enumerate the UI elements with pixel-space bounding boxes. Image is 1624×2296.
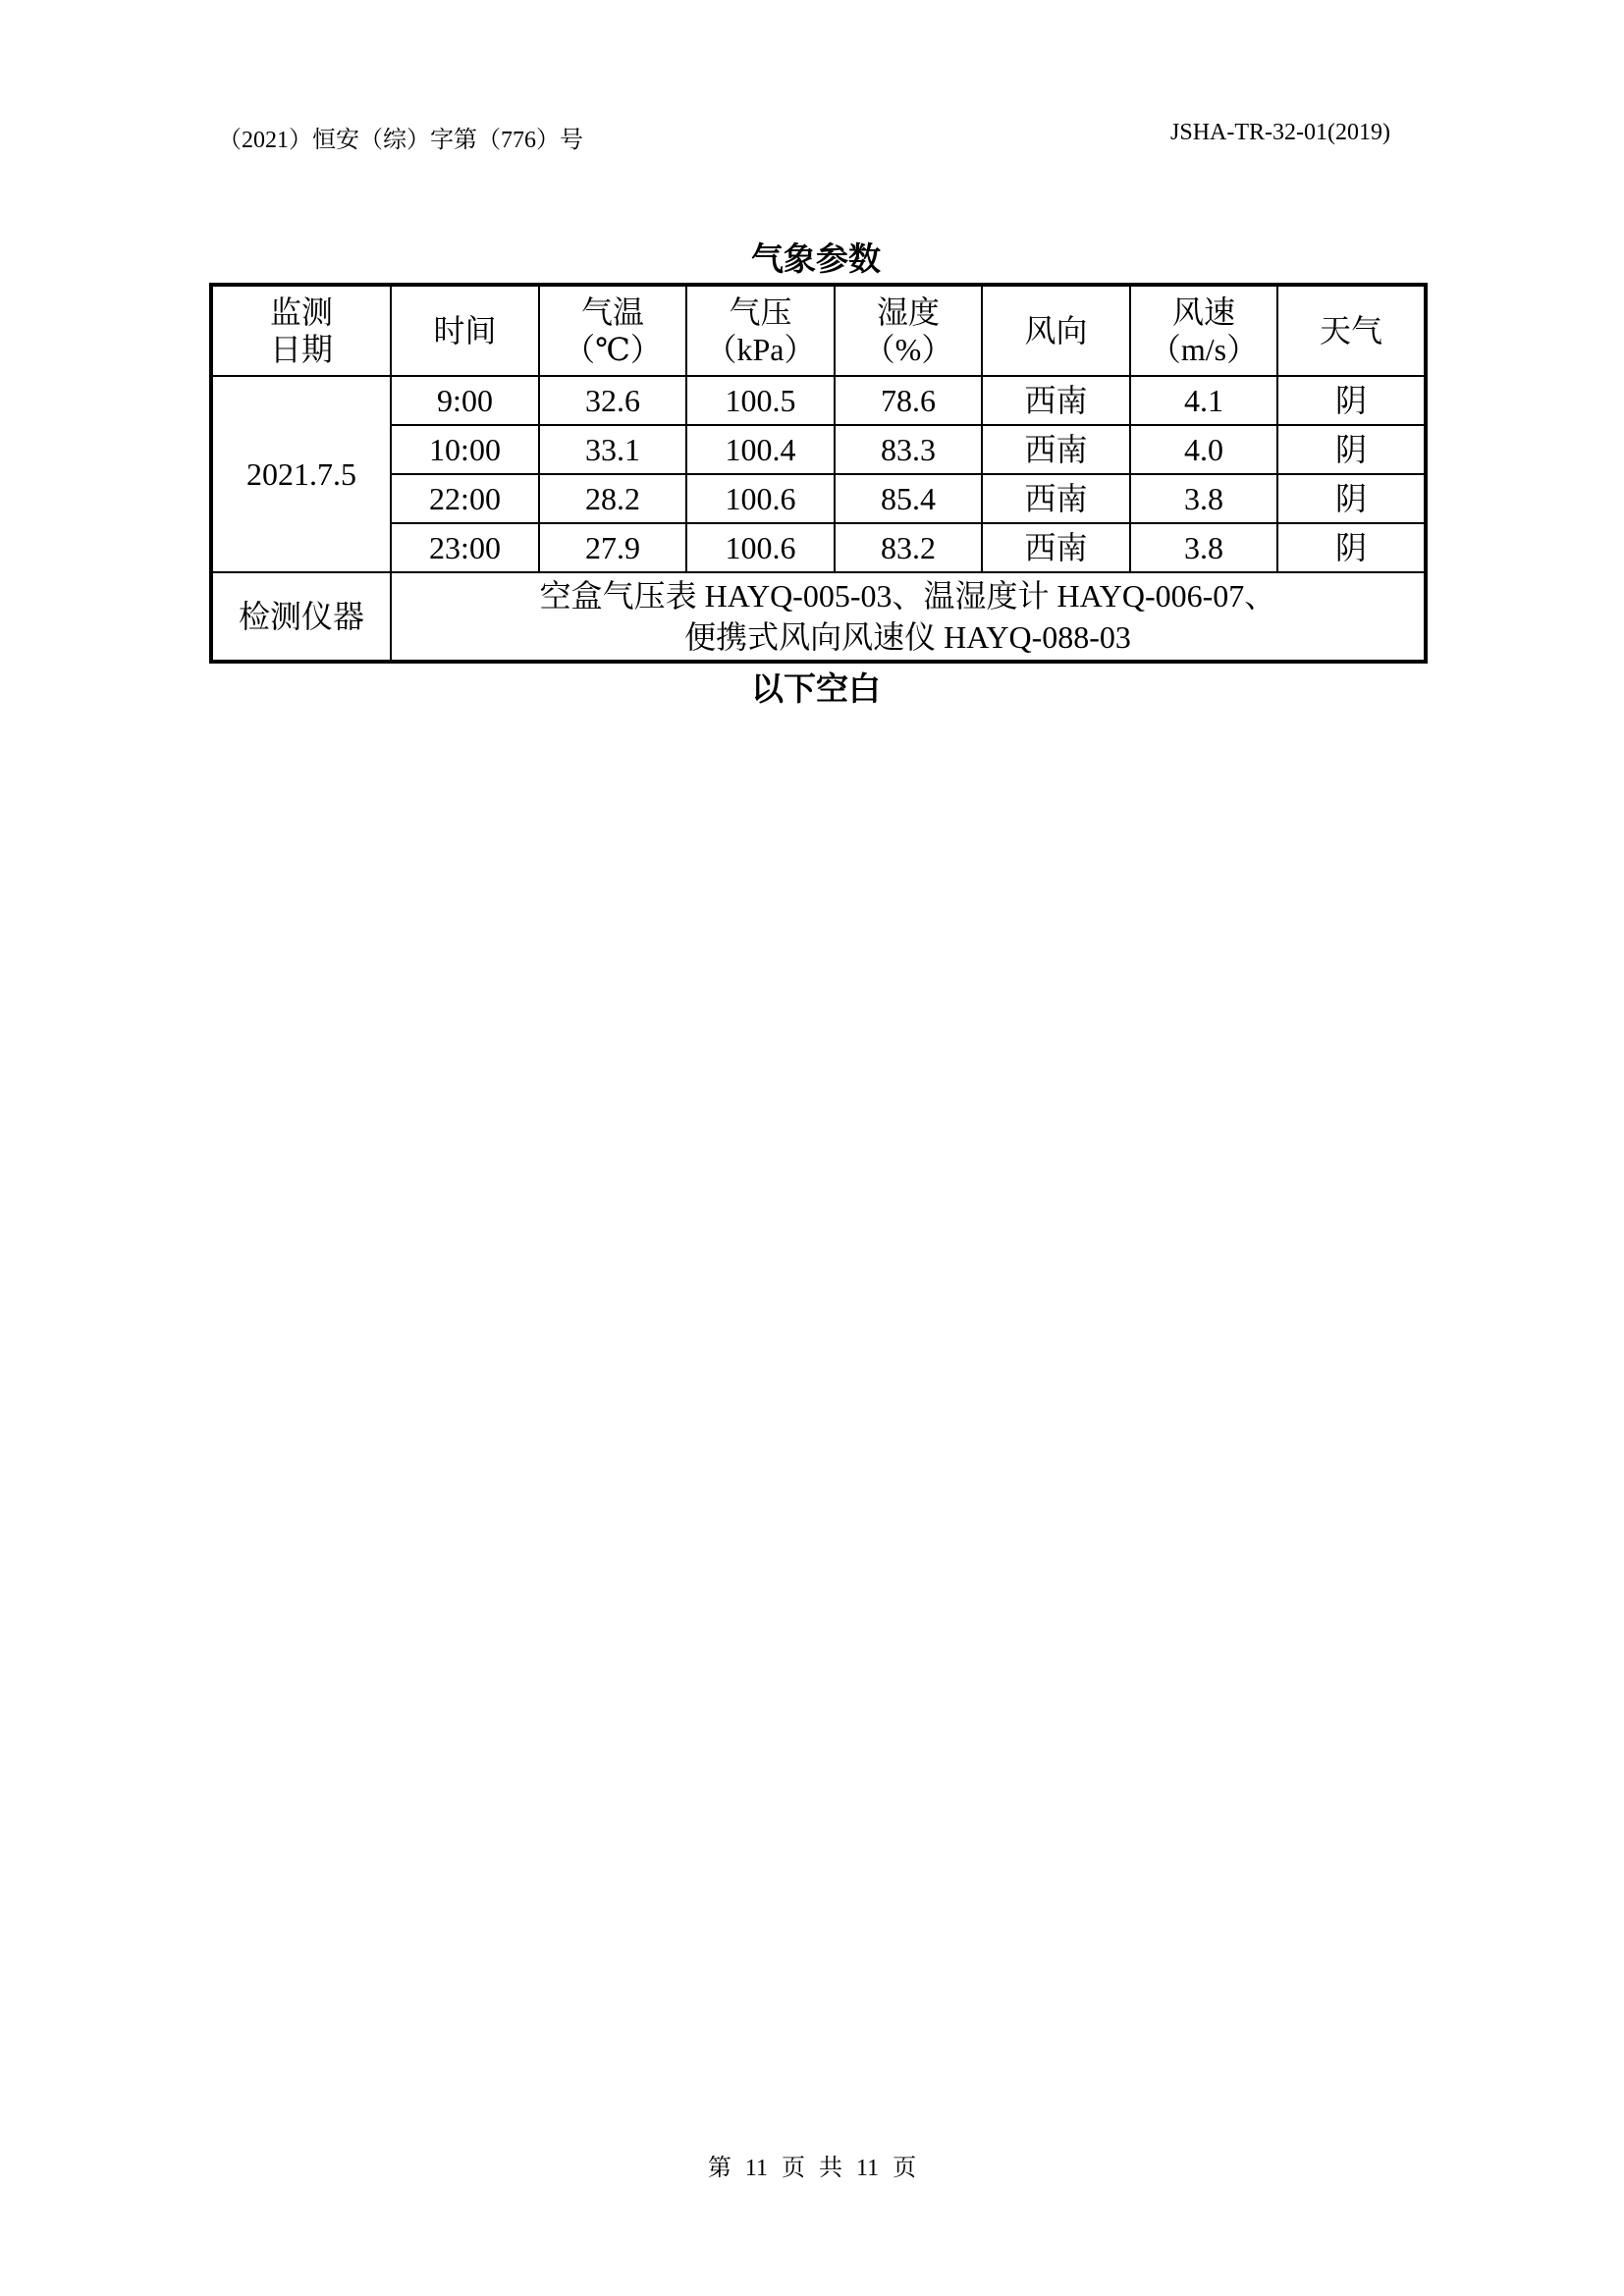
column-header-unit: （℃） [564,332,662,367]
temperature-cell: 32.6 [539,376,686,425]
column-header-unit: （m/s） [1149,332,1259,367]
instrument-row [211,572,1426,662]
column-header-date [211,285,391,376]
weather-cell: 阴 [1277,523,1426,572]
time-cell: 9:00 [391,376,539,425]
wind-speed-cell: 4.0 [1130,425,1277,474]
table-header-row [211,285,1426,376]
column-header-line: 气温 [580,294,644,330]
column-header-line: 时间 [433,313,497,348]
table-row [211,376,1426,425]
column-header-line: 日期 [269,332,333,367]
column-header-line: 风向 [1024,313,1088,348]
report-number: （2021）恒安（综）字第（776）号 [218,128,583,153]
column-header-line: 天气 [1319,313,1382,348]
pressure-cell: 100.5 [686,376,835,425]
table-row [211,425,1426,474]
column-header-line: 湿度 [876,294,940,330]
wind-speed-cell: 3.8 [1130,474,1277,523]
weather-cell: 阴 [1277,425,1426,474]
wind-speed-cell: 4.1 [1130,376,1277,425]
wind-direction-cell: 西南 [982,376,1130,425]
column-header-wind-direction [982,285,1130,376]
column-header-temperature [539,285,686,376]
column-header-line: 风速 [1171,294,1235,330]
column-header-time [391,285,539,376]
column-header-humidity [835,285,982,376]
temperature-cell: 28.2 [539,474,686,523]
humidity-cell: 78.6 [835,376,982,425]
column-header-unit: （%） [863,332,953,367]
weather-cell: 阴 [1277,376,1426,425]
time-cell: 22:00 [391,474,539,523]
column-header-weather [1277,285,1426,376]
page-number: 第 11 页 共 11 页 [707,2156,917,2181]
instrument-line: 便携式风向风速仪 HAYQ-088-03 [684,619,1131,655]
time-cell: 10:00 [391,425,539,474]
pressure-cell: 100.6 [686,474,835,523]
wind-direction-cell: 西南 [982,523,1130,572]
wind-direction-cell: 西南 [982,474,1130,523]
instrument-label: 检测仪器 [211,572,391,662]
pressure-cell: 100.4 [686,425,835,474]
temperature-cell: 33.1 [539,425,686,474]
column-header-wind-speed [1130,285,1277,376]
instrument-list [391,572,1426,662]
column-header-unit: （kPa） [705,332,816,367]
time-cell: 23:00 [391,523,539,572]
humidity-cell: 83.3 [835,425,982,474]
table-title: 气象参数 [751,240,881,278]
wind-direction-cell: 西南 [982,425,1130,474]
column-header-line: 监测 [269,294,333,330]
table-row [211,523,1426,572]
weather-parameters-table [209,283,1428,664]
table-row [211,474,1426,523]
column-header-pressure [686,285,835,376]
monitoring-date-cell: 2021.7.5 [211,376,391,572]
weather-cell: 阴 [1277,474,1426,523]
instrument-line: 空盒气压表 HAYQ-005-03、温湿度计 HAYQ-006-07、 [539,578,1276,614]
wind-speed-cell: 3.8 [1130,523,1277,572]
end-of-content-mark: 以下空白 [751,669,881,708]
pressure-cell: 100.6 [686,523,835,572]
temperature-cell: 27.9 [539,523,686,572]
humidity-cell: 85.4 [835,474,982,523]
column-header-line: 气压 [729,294,792,330]
humidity-cell: 83.2 [835,523,982,572]
form-code: JSHA-TR-32-01(2019) [1170,120,1390,145]
